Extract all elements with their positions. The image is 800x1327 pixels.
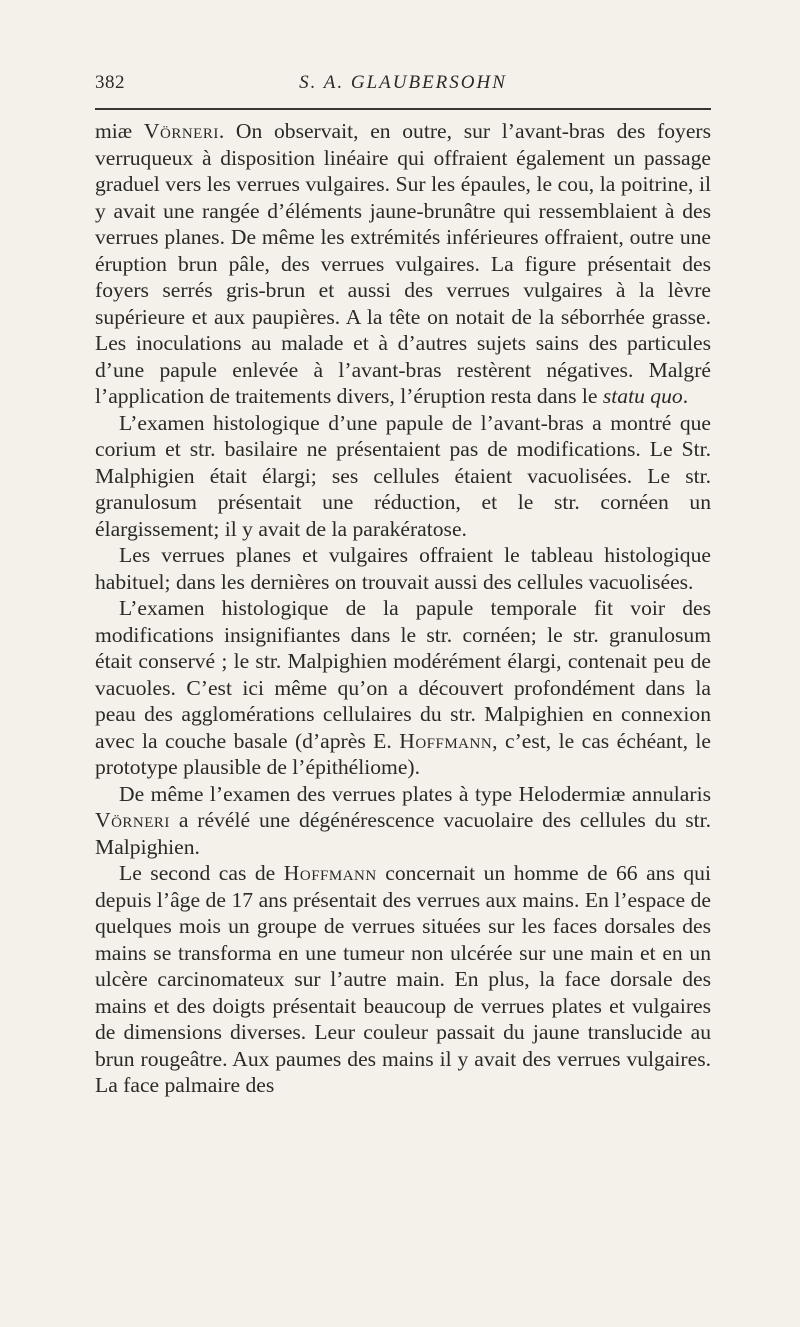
text-run: Les verrues planes et vulgaires offraient le tableau histologique habituel; dans les dernières on trouvait aussi des cellules vacuolisées. — [95, 543, 711, 594]
text-run: L’examen histologique de la papule temporale fit voir des modifications insignifiantes dans le str. cornéen; le str. granulosum était conservé ; le str. Malpighien modérément élargi, contenait peu de vacuoles. C’est ici même qu’on a découvert profondément dans la peau des agglomérations cellulaires du str. Malpighien en connexion avec la couche basale (d’après E. — [95, 596, 711, 753]
author-name: Hoffmann — [283, 861, 377, 885]
paragraph — [95, 595, 711, 781]
text-run: concernait un homme de 66 ans qui depuis l’âge de 17 ans présentait des verrues aux mains. En l’espace de quelques mois un groupe de verrues situées sur les faces dorsales des mains se transforma en une tumeur non ulcérée sur une main et en un ulcère carcinomateux sur l’autre main. En plus, la face dorsale des mains et des doigts présentait beaucoup de verrues plates et vulgaires de dimensions diverses. Leur couleur passait du jaune translucide au brun rougeâtre. Aux paumes des mains il y avait des verrues vulgaires. La face palmaire des — [95, 861, 711, 1097]
body-text — [95, 118, 711, 1099]
author-name: Hoffmann — [399, 728, 493, 753]
page-number: 382 — [95, 72, 125, 93]
text-run: Le second cas de — [119, 861, 284, 885]
paragraph — [95, 860, 711, 1099]
paragraph — [95, 118, 711, 410]
text-run: L’examen histologique d’une papule de l’avant-bras a montré que corium et str. basilaire ne présentaient pas de modifications. Le Str. Malphigien était élargi; ses cellules étaient vacuolisées. Le str. granulosum présentait une réduction, et le str. cornéen un élargissement; il y avait de la parakératose. — [95, 410, 711, 541]
text-run: a révélé une dégénérescence vacuolaire des cellules du str. Malpighien. — [95, 808, 711, 859]
text-run: De même l’examen des verrues plates à type Helodermiæ annularis — [119, 781, 711, 806]
paragraph — [95, 781, 711, 861]
text-run: . On observait, en outre, sur l’avant-bras des foyers verruqueux à disposition linéaire qui offraient également un passage graduel vers les verrues vulgaires. Sur les épaules, le cou, la poitrine, il y avait une rangée d’éléments jaune-brunâtre qui ressemblaient à des verrues planes. De même les extrémités inférieures offraient, outre une éruption brun pâle, des verrues vulgaires. La figure présentait des foyers serrés gris-brun et aussi des verrues vulgaires à la lèvre supérieure et aux paupières. A la tête on notait de la séborrhée grasse. Les inoculations au malade et à d’autres sujets sains des particules d’une papule enlevée à l’avant-bras restèrent négatives. Malgré l’application de traitements divers, l’éruption resta dans le — [95, 119, 711, 408]
paragraph — [95, 410, 711, 543]
author-name: Vörneri — [95, 808, 170, 832]
running-title: S. A. GLAUBERSOHN — [299, 72, 507, 93]
text-run: , c’est, le cas échéant, le prototype plausible de l’épithéliome). — [95, 728, 712, 779]
header-rule — [95, 108, 711, 110]
paragraph — [95, 542, 711, 595]
author-name: Vörneri — [143, 119, 219, 143]
page-header — [95, 72, 711, 102]
text-run: . — [682, 384, 689, 408]
italic-phrase: statu quo — [602, 384, 683, 408]
text-run: miæ — [95, 119, 144, 143]
